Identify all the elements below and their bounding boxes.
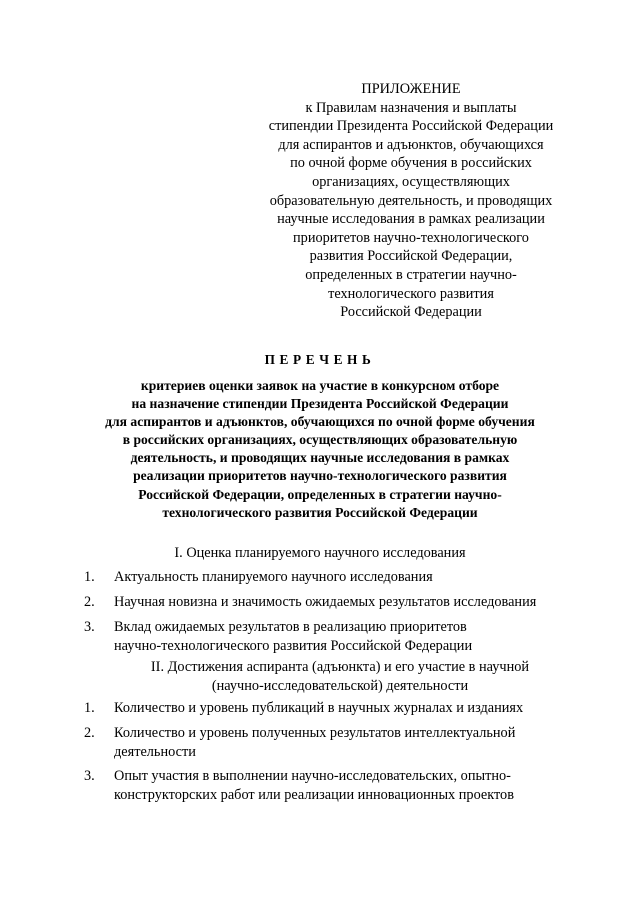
appendix-line: определенных в стратегии научно- [305, 266, 517, 283]
appendix-title: ПРИЛОЖЕНИЕ [361, 81, 461, 97]
document-title: ПЕРЕЧЕНЬ [264, 352, 376, 367]
appendix-line: организациях, осуществляющих [312, 173, 510, 190]
item-text-line: Вклад ожидаемых результатов в реализацию приоритетов [114, 619, 467, 635]
item-text-line: деятельности [114, 743, 196, 760]
item-text-line: Количество и уровень полученных результатов интеллектуальной [114, 725, 516, 741]
item-text-line: Актуальность планируемого научного исследования [114, 569, 433, 585]
item-number: 3. [84, 619, 95, 635]
item-text-line: Научная новизна и значимость ожидаемых результатов исследования [114, 594, 537, 610]
subtitle-line: на назначение стипендии Президента Российской Федерации [131, 396, 509, 412]
section-heading-line: I. Оценка планируемого научного исследования [174, 545, 466, 561]
subtitle-line: для аспирантов и адъюнктов, обучающихся по очной форме обучения [105, 414, 535, 430]
item-text [114, 699, 564, 718]
subtitle-line: Российской Федерации, определенных в стратегии научно- [138, 486, 502, 502]
item-text-line: Количество и уровень публикаций в научных журналах и изданиях [114, 700, 524, 716]
appendix-line: научные исследования в рамках реализации [277, 211, 545, 228]
item-text [114, 593, 564, 612]
item-text-line: научно-технологического развития Российской Федерации [114, 637, 473, 654]
section-heading [100, 544, 540, 563]
section-heading-line: II. Достижения аспиранта (адъюнкта) и его участие в научной [150, 659, 530, 675]
appendix-line: приоритетов научно-технологического [293, 229, 529, 246]
subtitle-line: в российских организациях, осуществляющих образовательную [122, 432, 518, 448]
section-heading [100, 658, 580, 695]
item-text-line: Опыт участия в выполнении научно-исследовательских, опытно- [114, 768, 511, 784]
appendix-line: по очной форме обучения в российских [290, 155, 532, 172]
appendix-line: к Правилам назначения и выплаты [305, 99, 517, 116]
item-text [114, 767, 564, 804]
item-number: 2. [84, 594, 95, 610]
subtitle-line: технологического развития Российской Федерации [162, 504, 478, 520]
appendix-header [250, 80, 572, 322]
document-subtitle [60, 377, 580, 522]
item-number: 2. [84, 725, 95, 741]
appendix-line: Российской Федерации [340, 304, 482, 321]
subtitle-line: критериев оценки заявок на участие в конкурсном отборе [140, 378, 500, 393]
item-text [114, 724, 564, 761]
appendix-line: образовательную деятельность, и проводящих [269, 192, 553, 209]
appendix-line: развития Российской Федерации, [309, 248, 513, 265]
appendix-line: стипендии Президента Российской Федерации [268, 118, 554, 135]
section-heading-line: (научно-исследовательской) деятельности [211, 677, 469, 694]
appendix-line: технологического развития [328, 285, 494, 302]
item-number: 3. [84, 768, 95, 784]
item-text-line: конструкторских работ или реализации инновационных проектов [114, 786, 514, 803]
appendix-line: для аспирантов и адъюнктов, обучающихся [278, 136, 544, 153]
subtitle-line: деятельность, и проводящих научные исследования в рамках [130, 450, 510, 466]
item-text [114, 618, 564, 655]
subtitle-line: реализации приоритетов научно-технологического развития [133, 468, 507, 484]
item-number: 1. [84, 569, 95, 585]
item-number: 1. [84, 700, 95, 716]
item-text [114, 568, 564, 587]
